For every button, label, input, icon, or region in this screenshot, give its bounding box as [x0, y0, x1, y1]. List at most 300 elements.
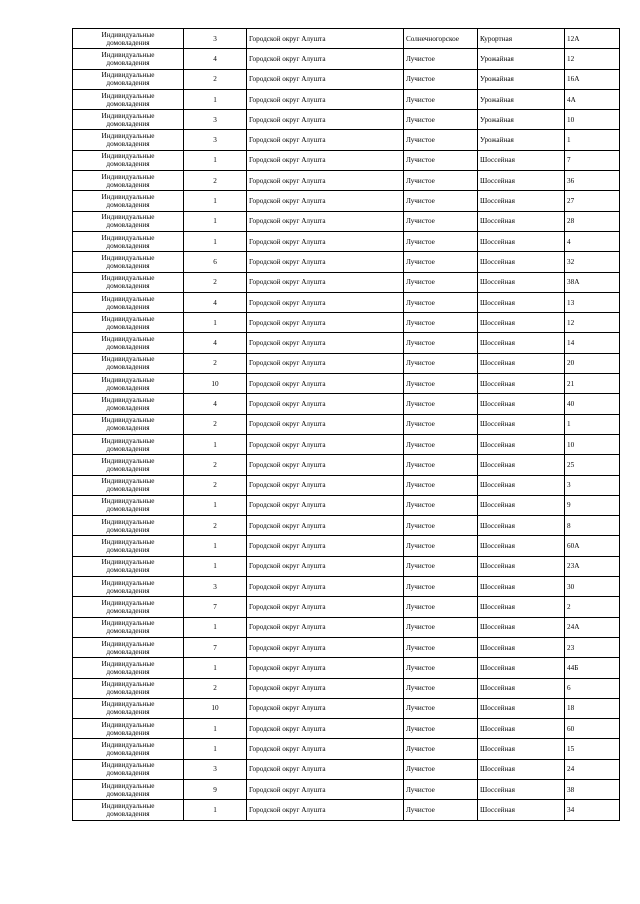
cell-house-number: 20 — [565, 353, 620, 373]
cell-settlement: Лучистое — [404, 231, 478, 251]
cell-house-number: 36 — [565, 171, 620, 191]
cell-unit-count: 2 — [184, 69, 247, 89]
cell-housing-type — [73, 333, 184, 353]
cell-house-number: 24 — [565, 759, 620, 779]
cell-housing-type — [73, 516, 184, 536]
cell-street: Шоссейная — [478, 698, 565, 718]
cell-house-number: 38А — [565, 272, 620, 292]
cell-house-number: 25 — [565, 455, 620, 475]
housing-type-line: домовладения — [106, 606, 150, 615]
housing-type-line: домовладения — [106, 201, 150, 210]
cell-settlement: Лучистое — [404, 516, 478, 536]
cell-street: Шоссейная — [478, 394, 565, 414]
cell-street: Шоссейная — [478, 353, 565, 373]
table-row — [73, 211, 620, 231]
cell-street: Шоссейная — [478, 516, 565, 536]
cell-district: Городской округ Алушта — [247, 759, 404, 779]
housing-type-line: Индивидуальные — [101, 172, 155, 181]
cell-unit-count: 1 — [184, 211, 247, 231]
cell-unit-count: 1 — [184, 739, 247, 759]
cell-district: Городской округ Алушта — [247, 292, 404, 312]
cell-district: Городской округ Алушта — [247, 171, 404, 191]
cell-housing-type — [73, 434, 184, 454]
cell-house-number: 18 — [565, 698, 620, 718]
cell-settlement: Лучистое — [404, 719, 478, 739]
cell-settlement: Лучистое — [404, 49, 478, 69]
cell-housing-type — [73, 759, 184, 779]
cell-district: Городской округ Алушта — [247, 110, 404, 130]
housing-type-line: домовладения — [106, 505, 150, 514]
cell-district: Городской округ Алушта — [247, 719, 404, 739]
cell-street: Урожайная — [478, 49, 565, 69]
cell-housing-type — [73, 698, 184, 718]
cell-house-number: 6 — [565, 678, 620, 698]
housing-type-line: домовладения — [106, 282, 150, 291]
table-row — [73, 374, 620, 394]
cell-housing-type — [73, 130, 184, 150]
cell-unit-count: 4 — [184, 292, 247, 312]
cell-housing-type — [73, 577, 184, 597]
housing-type-line: Индивидуальные — [101, 517, 155, 526]
housing-type-line: домовладения — [106, 667, 150, 676]
cell-house-number: 13 — [565, 292, 620, 312]
cell-district: Городской округ Алушта — [247, 374, 404, 394]
cell-settlement: Лучистое — [404, 617, 478, 637]
cell-district: Городской округ Алушта — [247, 455, 404, 475]
cell-housing-type — [73, 597, 184, 617]
table-row — [73, 171, 620, 191]
cell-unit-count: 1 — [184, 495, 247, 515]
cell-street: Шоссейная — [478, 150, 565, 170]
housing-type-line: Индивидуальные — [101, 314, 155, 323]
cell-settlement: Лучистое — [404, 779, 478, 799]
cell-district: Городской округ Алушта — [247, 252, 404, 272]
cell-settlement: Лучистое — [404, 313, 478, 333]
housing-type-line: домовладения — [106, 586, 150, 595]
cell-housing-type — [73, 719, 184, 739]
housing-type-line: домовладения — [106, 647, 150, 656]
cell-housing-type — [73, 89, 184, 109]
cell-unit-count: 1 — [184, 191, 247, 211]
cell-settlement: Лучистое — [404, 353, 478, 373]
cell-house-number: 15 — [565, 739, 620, 759]
cell-district: Городской округ Алушта — [247, 800, 404, 820]
housing-type-line: Индивидуальные — [101, 395, 155, 404]
housing-type-line: Индивидуальные — [101, 497, 155, 506]
cell-unit-count: 1 — [184, 800, 247, 820]
table-row — [73, 617, 620, 637]
housing-type-line: домовладения — [106, 444, 150, 453]
cell-street: Шоссейная — [478, 374, 565, 394]
cell-district: Городской округ Алушта — [247, 353, 404, 373]
housing-type-line: домовладения — [106, 708, 150, 717]
cell-settlement: Лучистое — [404, 272, 478, 292]
housing-type-line: Индивидуальные — [101, 335, 155, 344]
table-row — [73, 577, 620, 597]
cell-house-number: 40 — [565, 394, 620, 414]
cell-housing-type — [73, 800, 184, 820]
housing-type-line: домовладения — [106, 464, 150, 473]
table-row — [73, 353, 620, 373]
cell-housing-type — [73, 211, 184, 231]
cell-unit-count: 3 — [184, 577, 247, 597]
cell-settlement: Лучистое — [404, 556, 478, 576]
housing-type-line: Индивидуальные — [101, 639, 155, 648]
cell-house-number: 21 — [565, 374, 620, 394]
table-row — [73, 434, 620, 454]
cell-housing-type — [73, 150, 184, 170]
cell-housing-type — [73, 292, 184, 312]
housing-type-line: Индивидуальные — [101, 801, 155, 810]
housing-type-line: домовладения — [106, 322, 150, 331]
housing-type-line: домовладения — [106, 343, 150, 352]
cell-unit-count: 10 — [184, 374, 247, 394]
cell-unit-count: 1 — [184, 434, 247, 454]
cell-street: Шоссейная — [478, 455, 565, 475]
cell-settlement: Лучистое — [404, 374, 478, 394]
table-row — [73, 719, 620, 739]
housing-type-line: Индивидуальные — [101, 558, 155, 567]
cell-unit-count: 2 — [184, 414, 247, 434]
cell-settlement: Лучистое — [404, 394, 478, 414]
housing-type-line: Индивидуальные — [101, 132, 155, 141]
cell-housing-type — [73, 414, 184, 434]
cell-street: Шоссейная — [478, 739, 565, 759]
housing-type-line: Индивидуальные — [101, 416, 155, 425]
cell-settlement: Лучистое — [404, 130, 478, 150]
table-row — [73, 739, 620, 759]
housing-type-line: домовладения — [106, 99, 150, 108]
cell-settlement: Лучистое — [404, 89, 478, 109]
cell-housing-type — [73, 252, 184, 272]
cell-house-number: 12 — [565, 313, 620, 333]
cell-house-number: 1 — [565, 414, 620, 434]
housing-type-line: Индивидуальные — [101, 193, 155, 202]
cell-district: Городской округ Алушта — [247, 211, 404, 231]
cell-settlement: Лучистое — [404, 110, 478, 130]
cell-district: Городской округ Алушта — [247, 577, 404, 597]
cell-settlement: Лучистое — [404, 759, 478, 779]
housing-type-line: Индивидуальные — [101, 538, 155, 547]
housing-type-line: Индивидуальные — [101, 436, 155, 445]
housing-type-line: Индивидуальные — [101, 477, 155, 486]
cell-street: Шоссейная — [478, 495, 565, 515]
cell-district: Городской округ Алушта — [247, 617, 404, 637]
cell-housing-type — [73, 617, 184, 637]
cell-district: Городской округ Алушта — [247, 49, 404, 69]
table-row — [73, 29, 620, 49]
cell-house-number: 27 — [565, 191, 620, 211]
cell-housing-type — [73, 69, 184, 89]
cell-unit-count: 1 — [184, 231, 247, 251]
cell-district: Городской округ Алушта — [247, 556, 404, 576]
cell-unit-count: 7 — [184, 597, 247, 617]
table-row — [73, 597, 620, 617]
cell-street: Шоссейная — [478, 556, 565, 576]
cell-unit-count: 4 — [184, 333, 247, 353]
cell-house-number: 12 — [565, 49, 620, 69]
housing-type-line: домовладения — [106, 160, 150, 169]
cell-house-number: 12А — [565, 29, 620, 49]
housing-type-line: домовладения — [106, 261, 150, 270]
cell-unit-count: 2 — [184, 516, 247, 536]
table-row — [73, 800, 620, 820]
table-row — [73, 516, 620, 536]
cell-settlement: Лучистое — [404, 211, 478, 231]
table-row — [73, 698, 620, 718]
cell-unit-count: 2 — [184, 353, 247, 373]
cell-settlement: Лучистое — [404, 150, 478, 170]
cell-unit-count: 1 — [184, 719, 247, 739]
cell-house-number: 2 — [565, 597, 620, 617]
cell-unit-count: 7 — [184, 637, 247, 657]
table-row — [73, 536, 620, 556]
cell-settlement: Лучистое — [404, 69, 478, 89]
cell-settlement: Солнечногорское — [404, 29, 478, 49]
table-row — [73, 495, 620, 515]
cell-house-number: 1 — [565, 130, 620, 150]
cell-house-number: 60А — [565, 536, 620, 556]
cell-unit-count: 2 — [184, 171, 247, 191]
document-page — [72, 28, 619, 821]
cell-unit-count: 1 — [184, 658, 247, 678]
cell-house-number: 3 — [565, 475, 620, 495]
housing-type-line: Индивидуальные — [101, 375, 155, 384]
table-row — [73, 49, 620, 69]
cell-district: Городской округ Алушта — [247, 597, 404, 617]
cell-unit-count: 1 — [184, 617, 247, 637]
cell-unit-count: 1 — [184, 556, 247, 576]
cell-street: Шоссейная — [478, 759, 565, 779]
housing-type-line: домовладения — [106, 302, 150, 311]
cell-district: Городской округ Алушта — [247, 678, 404, 698]
housing-type-line: Индивидуальные — [101, 233, 155, 242]
table-row — [73, 292, 620, 312]
cell-street: Урожайная — [478, 110, 565, 130]
cell-housing-type — [73, 29, 184, 49]
cell-unit-count: 1 — [184, 313, 247, 333]
table-row — [73, 556, 620, 576]
housing-type-line: Индивидуальные — [101, 741, 155, 750]
cell-street: Урожайная — [478, 130, 565, 150]
cell-settlement: Лучистое — [404, 455, 478, 475]
housing-type-line: домовладения — [106, 485, 150, 494]
cell-housing-type — [73, 556, 184, 576]
cell-street: Шоссейная — [478, 536, 565, 556]
cell-unit-count: 1 — [184, 89, 247, 109]
housing-type-line: Индивидуальные — [101, 355, 155, 364]
table-row — [73, 637, 620, 657]
housing-type-line: Индивидуальные — [101, 598, 155, 607]
cell-district: Городской округ Алушта — [247, 150, 404, 170]
cell-district: Городской округ Алушта — [247, 516, 404, 536]
housing-type-line: Индивидуальные — [101, 274, 155, 283]
cell-street: Шоссейная — [478, 191, 565, 211]
cell-settlement: Лучистое — [404, 597, 478, 617]
cell-house-number: 16А — [565, 69, 620, 89]
table-row — [73, 779, 620, 799]
cell-unit-count: 2 — [184, 455, 247, 475]
cell-housing-type — [73, 313, 184, 333]
housing-type-line: Индивидуальные — [101, 30, 155, 39]
cell-house-number: 34 — [565, 800, 620, 820]
cell-settlement: Лучистое — [404, 678, 478, 698]
cell-housing-type — [73, 739, 184, 759]
housing-type-line: Индивидуальные — [101, 91, 155, 100]
table-row — [73, 252, 620, 272]
cell-housing-type — [73, 536, 184, 556]
cell-settlement: Лучистое — [404, 536, 478, 556]
cell-unit-count: 2 — [184, 678, 247, 698]
cell-district: Городской округ Алушта — [247, 130, 404, 150]
cell-street: Шоссейная — [478, 272, 565, 292]
cell-settlement: Лучистое — [404, 800, 478, 820]
cell-housing-type — [73, 455, 184, 475]
cell-unit-count: 3 — [184, 110, 247, 130]
cell-housing-type — [73, 49, 184, 69]
cell-district: Городской округ Алушта — [247, 739, 404, 759]
housing-type-line: домовладения — [106, 383, 150, 392]
table-row — [73, 455, 620, 475]
cell-street: Шоссейная — [478, 779, 565, 799]
housing-type-line: Индивидуальные — [101, 50, 155, 59]
cell-street: Шоссейная — [478, 658, 565, 678]
cell-street: Шоссейная — [478, 434, 565, 454]
cell-district: Городской округ Алушта — [247, 658, 404, 678]
housing-type-line: домовладения — [106, 241, 150, 250]
housing-type-line: домовладения — [106, 525, 150, 534]
cell-settlement: Лучистое — [404, 495, 478, 515]
cell-unit-count: 10 — [184, 698, 247, 718]
cell-street: Шоссейная — [478, 577, 565, 597]
housing-type-line: домовладения — [106, 119, 150, 128]
cell-unit-count: 2 — [184, 272, 247, 292]
cell-street: Шоссейная — [478, 617, 565, 637]
housing-type-line: Индивидуальные — [101, 253, 155, 262]
cell-house-number: 60 — [565, 719, 620, 739]
table-row — [73, 394, 620, 414]
housing-type-line: домовладения — [106, 58, 150, 67]
table-row — [73, 110, 620, 130]
cell-housing-type — [73, 353, 184, 373]
cell-house-number: 4А — [565, 89, 620, 109]
housing-type-line: домовладения — [106, 546, 150, 555]
housing-type-line: домовладения — [106, 809, 150, 818]
housing-type-line: домовладения — [106, 789, 150, 798]
address-table — [72, 28, 620, 821]
cell-housing-type — [73, 678, 184, 698]
housing-type-line: Индивидуальные — [101, 71, 155, 80]
housing-type-line: домовладения — [106, 728, 150, 737]
table-row — [73, 272, 620, 292]
housing-type-line: домовладения — [106, 140, 150, 149]
table-row — [73, 475, 620, 495]
table-row — [73, 231, 620, 251]
cell-street: Шоссейная — [478, 678, 565, 698]
cell-house-number: 14 — [565, 333, 620, 353]
cell-street: Шоссейная — [478, 475, 565, 495]
cell-unit-count: 1 — [184, 536, 247, 556]
cell-housing-type — [73, 637, 184, 657]
housing-type-line: домовладения — [106, 221, 150, 230]
cell-settlement: Лучистое — [404, 191, 478, 211]
housing-type-line: Индивидуальные — [101, 152, 155, 161]
cell-street: Шоссейная — [478, 414, 565, 434]
cell-house-number: 4 — [565, 231, 620, 251]
housing-type-line: домовладения — [106, 627, 150, 636]
cell-settlement: Лучистое — [404, 434, 478, 454]
cell-street: Шоссейная — [478, 719, 565, 739]
housing-type-line: Индивидуальные — [101, 213, 155, 222]
housing-type-line: домовладения — [106, 769, 150, 778]
cell-unit-count: 3 — [184, 29, 247, 49]
housing-type-line: домовладения — [106, 424, 150, 433]
cell-house-number: 7 — [565, 150, 620, 170]
cell-unit-count: 3 — [184, 759, 247, 779]
cell-unit-count: 2 — [184, 475, 247, 495]
housing-type-line: домовладения — [106, 180, 150, 189]
housing-type-line: домовладения — [106, 749, 150, 758]
cell-district: Городской округ Алушта — [247, 637, 404, 657]
cell-house-number: 23 — [565, 637, 620, 657]
cell-settlement: Лучистое — [404, 333, 478, 353]
cell-house-number: 32 — [565, 252, 620, 272]
cell-housing-type — [73, 475, 184, 495]
cell-house-number: 38 — [565, 779, 620, 799]
table-row — [73, 759, 620, 779]
cell-housing-type — [73, 779, 184, 799]
cell-settlement: Лучистое — [404, 414, 478, 434]
cell-unit-count: 9 — [184, 779, 247, 799]
housing-type-line: домовладения — [106, 403, 150, 412]
table-row — [73, 678, 620, 698]
cell-unit-count: 6 — [184, 252, 247, 272]
cell-house-number: 10 — [565, 434, 620, 454]
cell-street: Урожайная — [478, 89, 565, 109]
cell-settlement: Лучистое — [404, 637, 478, 657]
cell-district: Городской округ Алушта — [247, 191, 404, 211]
housing-type-line: домовладения — [106, 38, 150, 47]
cell-housing-type — [73, 231, 184, 251]
cell-unit-count: 3 — [184, 130, 247, 150]
cell-house-number: 9 — [565, 495, 620, 515]
cell-street: Курортная — [478, 29, 565, 49]
cell-district: Городской округ Алушта — [247, 89, 404, 109]
cell-district: Городской округ Алушта — [247, 475, 404, 495]
cell-street: Шоссейная — [478, 211, 565, 231]
cell-district: Городской округ Алушта — [247, 272, 404, 292]
cell-housing-type — [73, 495, 184, 515]
cell-housing-type — [73, 110, 184, 130]
table-row — [73, 313, 620, 333]
cell-street: Шоссейная — [478, 333, 565, 353]
housing-type-line: Индивидуальные — [101, 659, 155, 668]
cell-housing-type — [73, 272, 184, 292]
housing-type-line: Индивидуальные — [101, 578, 155, 587]
cell-district: Городской округ Алушта — [247, 333, 404, 353]
table-row — [73, 658, 620, 678]
cell-street: Шоссейная — [478, 313, 565, 333]
table-row — [73, 69, 620, 89]
housing-type-line: Индивидуальные — [101, 619, 155, 628]
cell-house-number: 10 — [565, 110, 620, 130]
housing-type-line: Индивидуальные — [101, 781, 155, 790]
cell-street: Урожайная — [478, 69, 565, 89]
cell-settlement: Лучистое — [404, 658, 478, 678]
cell-house-number: 8 — [565, 516, 620, 536]
cell-street: Шоссейная — [478, 252, 565, 272]
cell-district: Городской округ Алушта — [247, 495, 404, 515]
